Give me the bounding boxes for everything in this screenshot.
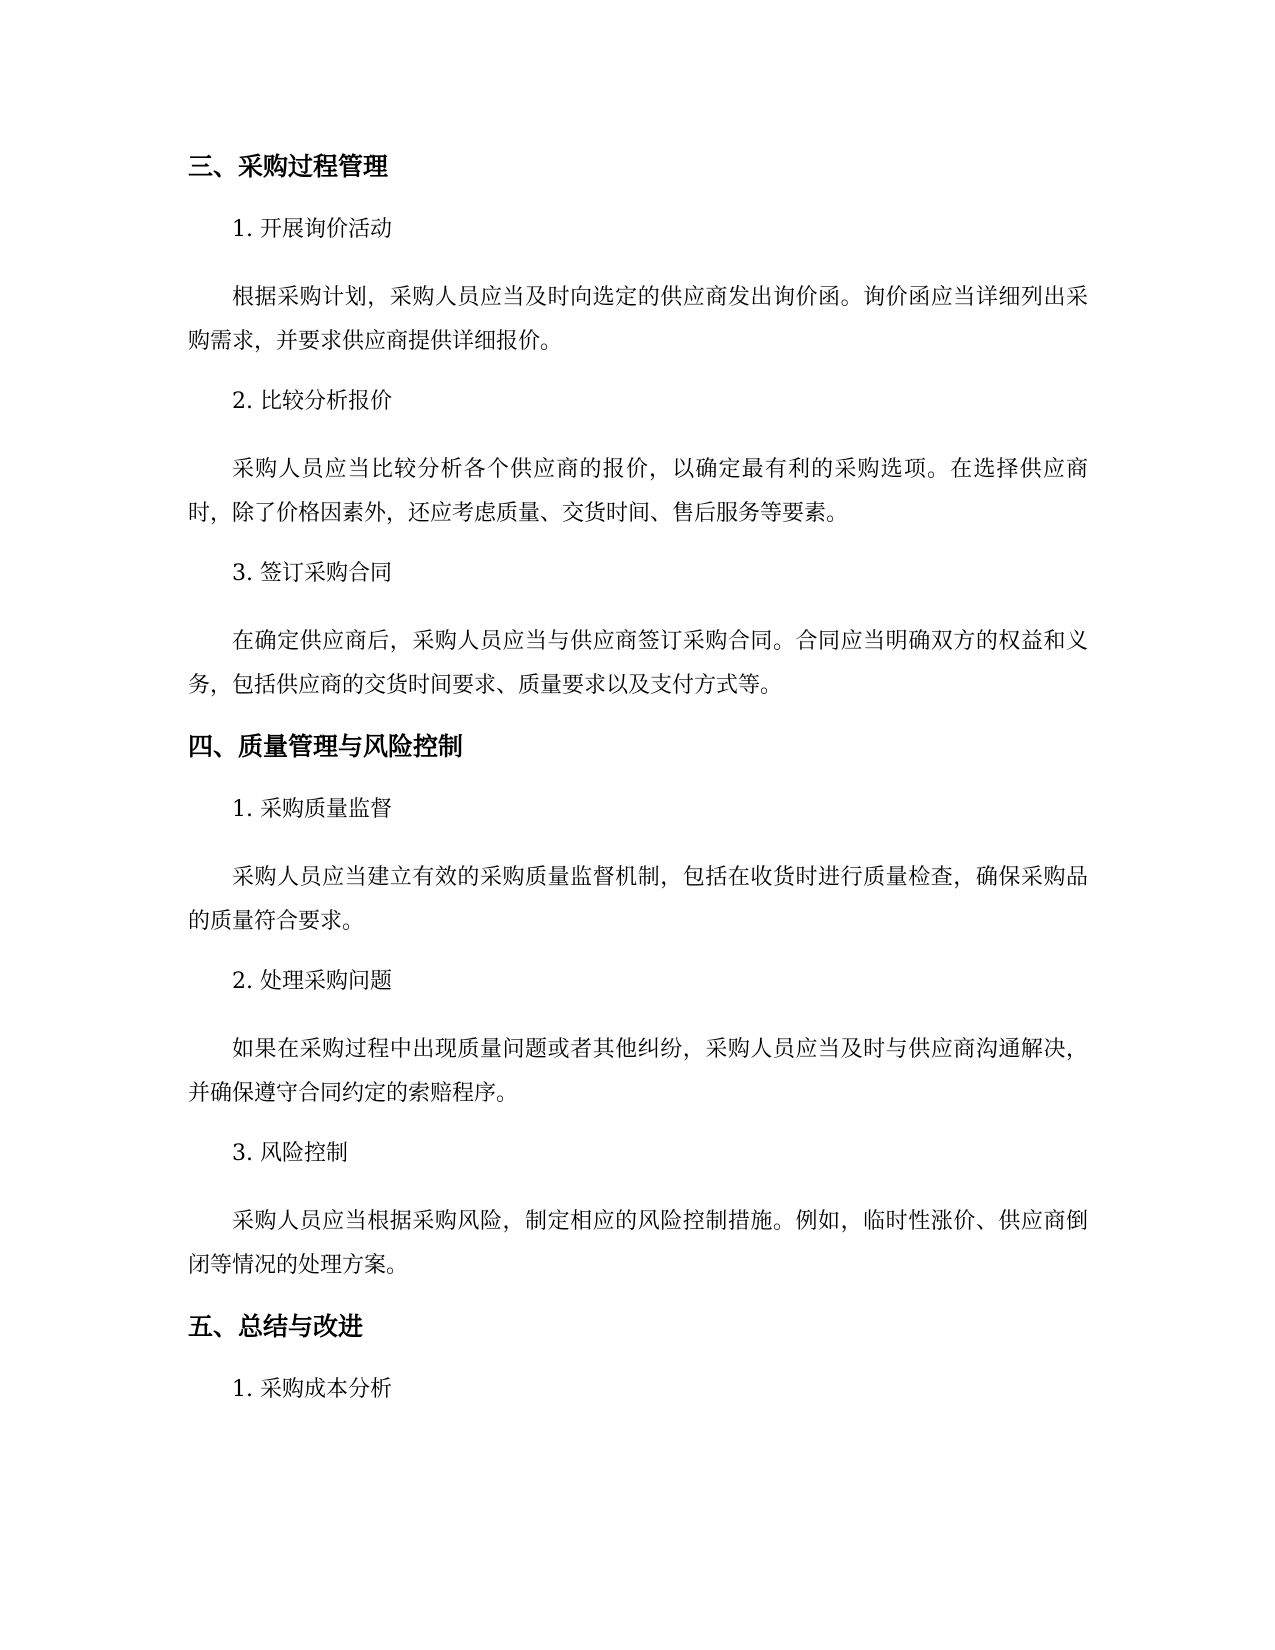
document-body [188, 150, 1088, 1436]
paragraph: 如果在采购过程中出现质量问题或者其他纠纷，采购人员应当及时与供应商沟通解决，并确保遵守合同约定的索赔程序。 [188, 1037, 1088, 1106]
section-heading: 三、采购过程管理 [188, 152, 389, 181]
paragraph: 采购人员应当建立有效的采购质量监督机制，包括在收货时进行质量检查，确保采购品的质量符合要求。 [188, 865, 1088, 934]
subsection-title: 2. 处理采购问题 [232, 969, 392, 994]
subsection-title: 3. 风险控制 [232, 1141, 348, 1166]
section-heading: 四、质量管理与风险控制 [188, 732, 464, 761]
paragraph: 在确定供应商后，采购人员应当与供应商签订采购合同。合同应当明确双方的权益和义务，包括供应商的交货时间要求、质量要求以及支付方式等。 [188, 629, 1088, 698]
paragraph: 采购人员应当根据采购风险，制定相应的风险控制措施。例如，临时性涨价、供应商倒闭等情况的处理方案。 [188, 1209, 1088, 1278]
subsection-title: 3. 签订采购合同 [232, 561, 392, 586]
subsection-title: 2. 比较分析报价 [232, 389, 392, 414]
subsection-title: 1. 采购成本分析 [232, 1377, 392, 1402]
section-heading: 五、总结与改进 [188, 1312, 364, 1341]
paragraph: 根据采购计划，采购人员应当及时向选定的供应商发出询价函。询价函应当详细列出采购需求，并要求供应商提供详细报价。 [188, 285, 1088, 354]
subsection-title: 1. 开展询价活动 [232, 217, 392, 242]
subsection-title: 1. 采购质量监督 [232, 797, 392, 822]
paragraph: 采购人员应当比较分析各个供应商的报价，以确定最有利的采购选项。在选择供应商时，除了价格因素外，还应考虑质量、交货时间、售后服务等要素。 [188, 457, 1088, 526]
